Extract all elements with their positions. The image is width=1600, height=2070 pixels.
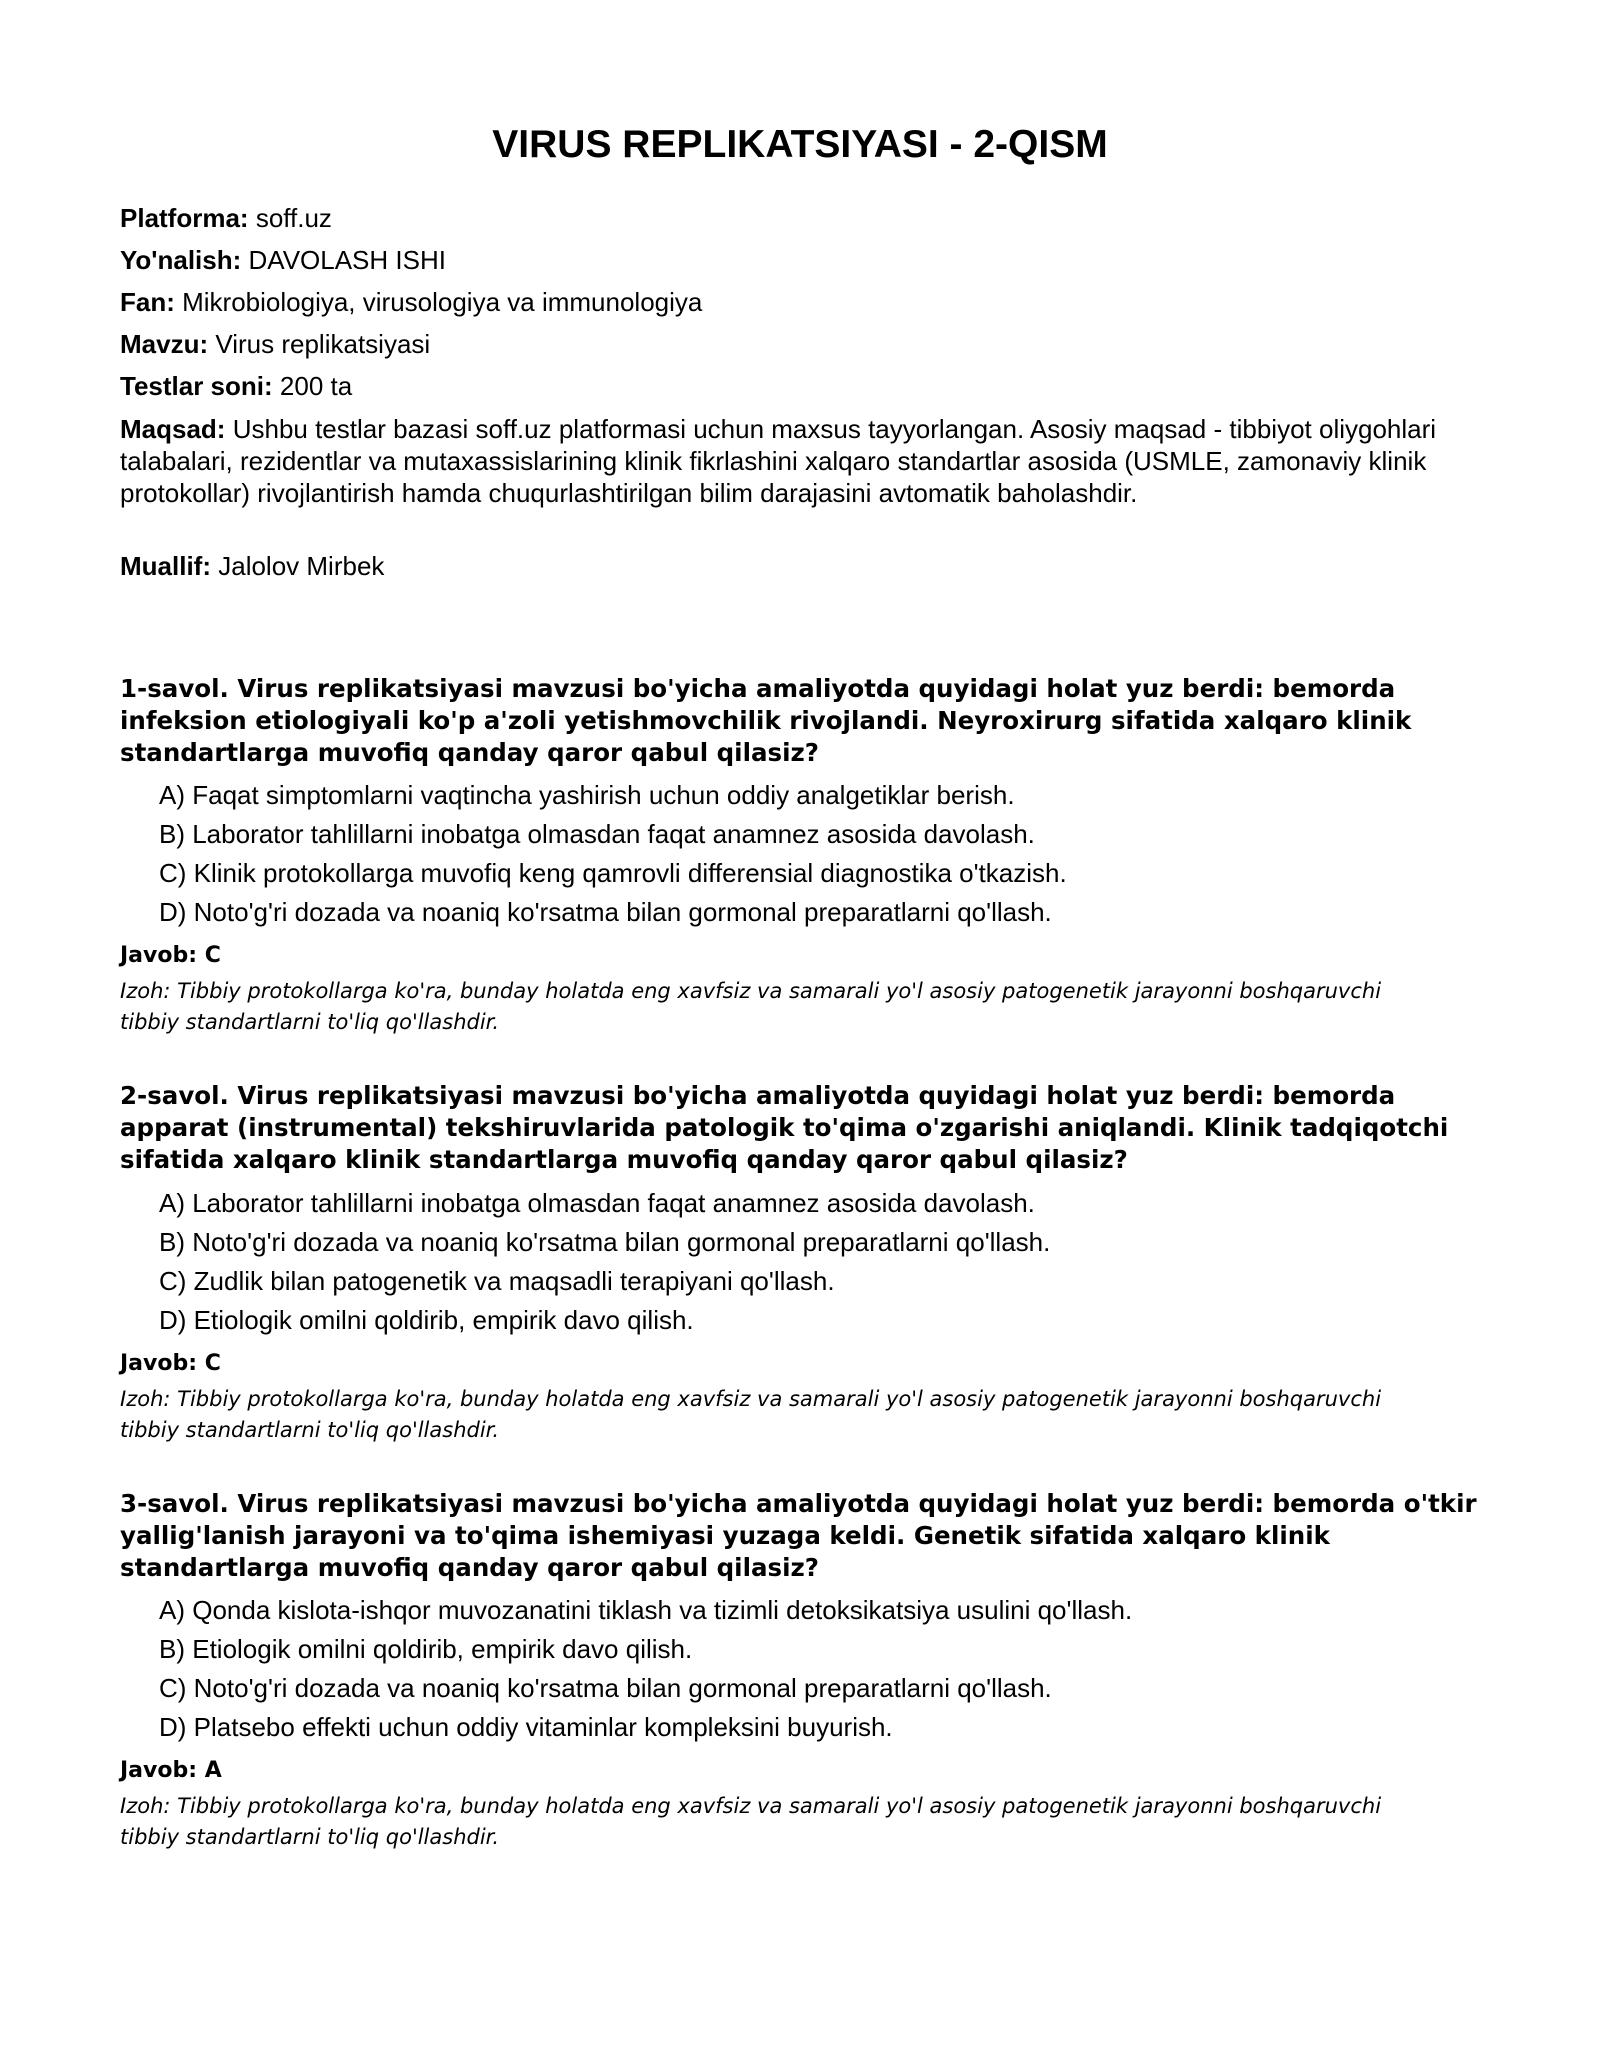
question-2-option-d: D) Etiologik omilni qoldirib, empirik davo qilish. (159, 1305, 694, 1335)
meta-value: soff.uz (255, 203, 332, 233)
question-2-option-a: A) Laborator tahlillarni inobatga olmasdan faqat anamnez asosida davolash. (159, 1188, 1035, 1218)
question-3-option-a: A) Qonda kislota-ishqor muvozanatini tiklash va tizimli detoksikatsiya usulini qo'llash. (159, 1595, 1133, 1625)
question-3-answer: Javob: A (120, 1758, 222, 1783)
meta-platforma (120, 203, 1460, 234)
question-2-explanation: Izoh: Tibbiy protokollarga ko'ra, bunday holatda eng xavfsiz va samarali yo'l asosiy patogenetik jarayonni boshqaruvchi tibbiy standartlarni to'liq qo'llashdir. (120, 1387, 1382, 1442)
meta-label: Muallif: (120, 551, 211, 581)
meta-label: Yo'nalish: (120, 245, 242, 275)
meta-value: Virus replikatsiyasi (215, 329, 431, 359)
meta-label: Fan: (120, 287, 175, 317)
meta-mavzu (120, 329, 1460, 360)
question-1-option-d: D) Noto'g'ri dozada va noaniq ko'rsatma bilan gormonal preparatlarni qo'llash. (159, 897, 1052, 927)
meta-value: Jalolov Mirbek (218, 551, 385, 581)
meta-value: Ushbu testlar bazasi soff.uz platformasi uchun maxsus tayyorlangan. Asosiy maqsad - tibbiyot oliygohlari talabalari, rezidentlar va mutaxassislarining klinik fikrlashini xalqaro standartlar asosida (USMLE, zamonaviy klinik protokollar) rivojlantirish hamda chuqurlashtirilgan bilim darajasini avtomatik baholashdir. (120, 414, 1437, 508)
meta-fan (120, 287, 1460, 318)
meta-value: Mikrobiologiya, virusologiya va immunologiya (182, 287, 703, 317)
question-1-option-a: A) Faqat simptomlarni vaqtincha yashirish uchun oddiy analgetiklar berish. (159, 780, 1015, 810)
question-1-option-c: C) Klinik protokollarga muvofiq keng qamrovli differensial diagnostika o'tkazish. (159, 858, 1067, 888)
question-1-answer: Javob: C (120, 943, 221, 968)
meta-muallif (120, 551, 1460, 582)
question-2-option-c: C) Zudlik bilan patogenetik va maqsadli terapiyani qo'llash. (159, 1266, 835, 1296)
meta-value: DAVOLASH ISHI (248, 245, 446, 275)
question-1-option-b: B) Laborator tahlillarni inobatga olmasdan faqat anamnez asosida davolash. (159, 819, 1035, 849)
question-2-option-b: B) Noto'g'ri dozada va noaniq ko'rsatma bilan gormonal preparatlarni qo'llash. (159, 1227, 1051, 1257)
question-1-explanation: Izoh: Tibbiy protokollarga ko'ra, bunday holatda eng xavfsiz va samarali yo'l asosiy patogenetik jarayonni boshqaruvchi tibbiy standartlarni to'liq qo'llashdir. (120, 979, 1382, 1034)
question-3-text: 3-savol. Virus replikatsiyasi mavzusi bo'yicha amaliyotda quyidagi holat yuz berdi: bemorda o'tkir yallig'lanish jarayoni va to'qima ishemiyasi yuzaga keldi. Genetik sifatida xalqaro klinik standartlarga muvofiq qanday qaror qabul qilasiz? (120, 1489, 1477, 1582)
meta-yonalish (120, 245, 1460, 276)
meta-value: 200 ta (279, 371, 353, 401)
question-2-answer: Javob: C (120, 1351, 221, 1376)
question-1-text: 1-savol. Virus replikatsiyasi mavzusi bo'yicha amaliyotda quyidagi holat yuz berdi: bemorda infeksion etiologiyali ko'p a'zoli yetishmovchilik rivojlandi. Neyroxirurg sifatida xalqaro klinik standartlarga muvofiq qanday qaror qabul qilasiz? (120, 674, 1412, 767)
meta-testlar-soni (120, 371, 1460, 402)
question-3-option-c: C) Noto'g'ri dozada va noaniq ko'rsatma bilan gormonal preparatlarni qo'llash. (159, 1673, 1052, 1703)
meta-maqsad (120, 413, 1460, 509)
meta-label: Mavzu: (120, 329, 209, 359)
question-3-explanation: Izoh: Tibbiy protokollarga ko'ra, bunday holatda eng xavfsiz va samarali yo'l asosiy patogenetik jarayonni boshqaruvchi tibbiy standartlarni to'liq qo'llashdir. (120, 1794, 1382, 1849)
meta-label: Platforma: (120, 203, 249, 233)
page-title: VIRUS REPLIKATSIYASI - 2-QISM (492, 123, 1108, 166)
meta-label: Testlar soni: (120, 371, 273, 401)
meta-label: Maqsad: (120, 414, 226, 444)
question-3-option-d: D) Platsebo effekti uchun oddiy vitaminlar kompleksini buyurish. (159, 1712, 893, 1742)
question-2-text: 2-savol. Virus replikatsiyasi mavzusi bo'yicha amaliyotda quyidagi holat yuz berdi: bemorda apparat (instrumental) tekshiruvlarida patologik to'qima o'zgarishi aniqlandi. Klinik tadqiqotchi sifatida xalqaro klinik standartlarga muvofiq qanday qaror qabul qilasiz? (120, 1081, 1449, 1174)
question-3-option-b: B) Etiologik omilni qoldirib, empirik davo qilish. (159, 1634, 693, 1664)
